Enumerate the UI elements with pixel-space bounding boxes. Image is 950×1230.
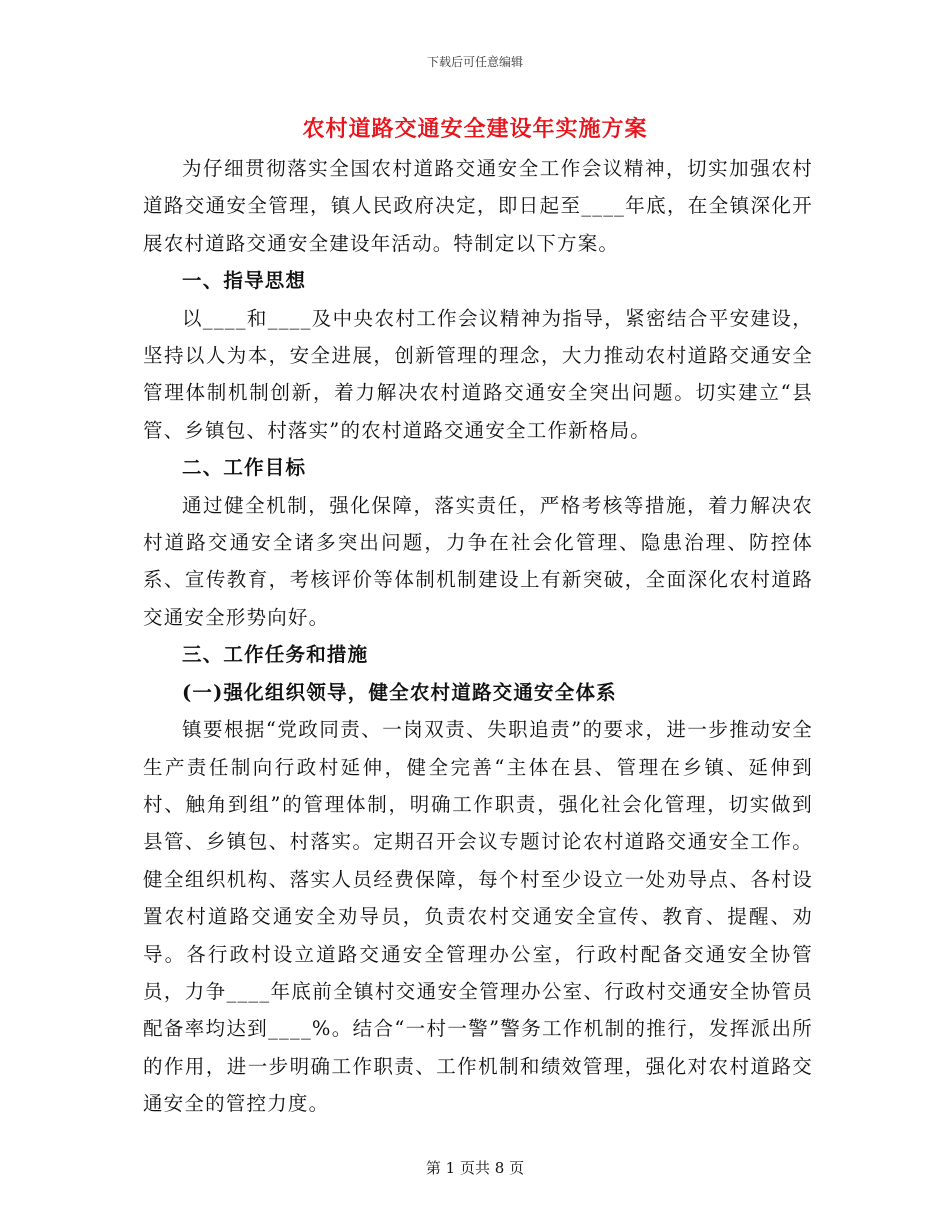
page-footer: 第 1 页共 8 页 <box>425 1159 525 1177</box>
section-heading-work-goals: 二、工作目标 <box>182 456 307 480</box>
document-title: 农村道路交通安全建设年实施方案 <box>302 116 648 142</box>
section-heading-guiding-ideology: 一、指导思想 <box>182 269 307 293</box>
document-body <box>143 150 813 1123</box>
section-heading-tasks-measures: 三、工作任务和措施 <box>182 643 369 667</box>
subsection-paragraph-organization: 镇要根据“党政同责、一岗双责、失职追责”的要求，进一步推动安全生产责任制向行政村延伸，健全完善“主体在县、管理在乡镇、延伸到村、触角到组”的管理体制，明确工作职责，强化社会化管理，切实做到县管、乡镇包、村落实。定期召开会议专题讨论农村道路交通安全工作。健全组织机构、落实人员经费保障，每个村至少设立一处劝导点、各村设置农村道路交通安全劝导员，负责农村交通安全宣传、教育、提醒、劝导。各行政村设立道路交通安全管理办公室，行政村配备交通安全协管员，力争____年底前全镇村交通安全管理办公室、行政村交通安全协管员配备率均达到____%。结合“一村一警”警务工作机制的推行，发挥派出所的作用，进一步明确工作职责、工作机制和绩效管理，强化对农村道路交通安全的管控力度。 <box>143 718 813 1116</box>
section-paragraph-guiding-ideology: 以____和____及中央农村工作会议精神为指导，紧密结合平安建设，坚持以人为本，安全进展，创新管理的理念，大力推动农村道路交通安全管理体制机制创新，着力解决农村道路交通安全突出问题。切实建立“县管、乡镇包、村落实”的农村道路交通安全工作新格局。 <box>143 306 813 442</box>
subsection-heading-organization: (一)强化组织领导，健全农村道路交通安全体系 <box>182 680 617 704</box>
intro-paragraph: 为仔细贯彻落实全国农村道路交通安全工作会议精神，切实加强农村道路交通安全管理，镇人民政府决定，即日起至____年底，在全镇深化开展农村道路交通安全建设年活动。特制定以下方案。 <box>143 157 813 255</box>
section-paragraph-work-goals: 通过健全机制，强化保障，落实责任，严格考核等措施，着力解决农村道路交通安全诸多突出问题，力争在社会化管理、隐患治理、防控体系、宣传教育，考核评价等体制机制建设上有新突破，全面深化农村道路交通安全形势向好。 <box>143 493 813 629</box>
header-note: 下载后可任意编辑 <box>426 55 523 69</box>
